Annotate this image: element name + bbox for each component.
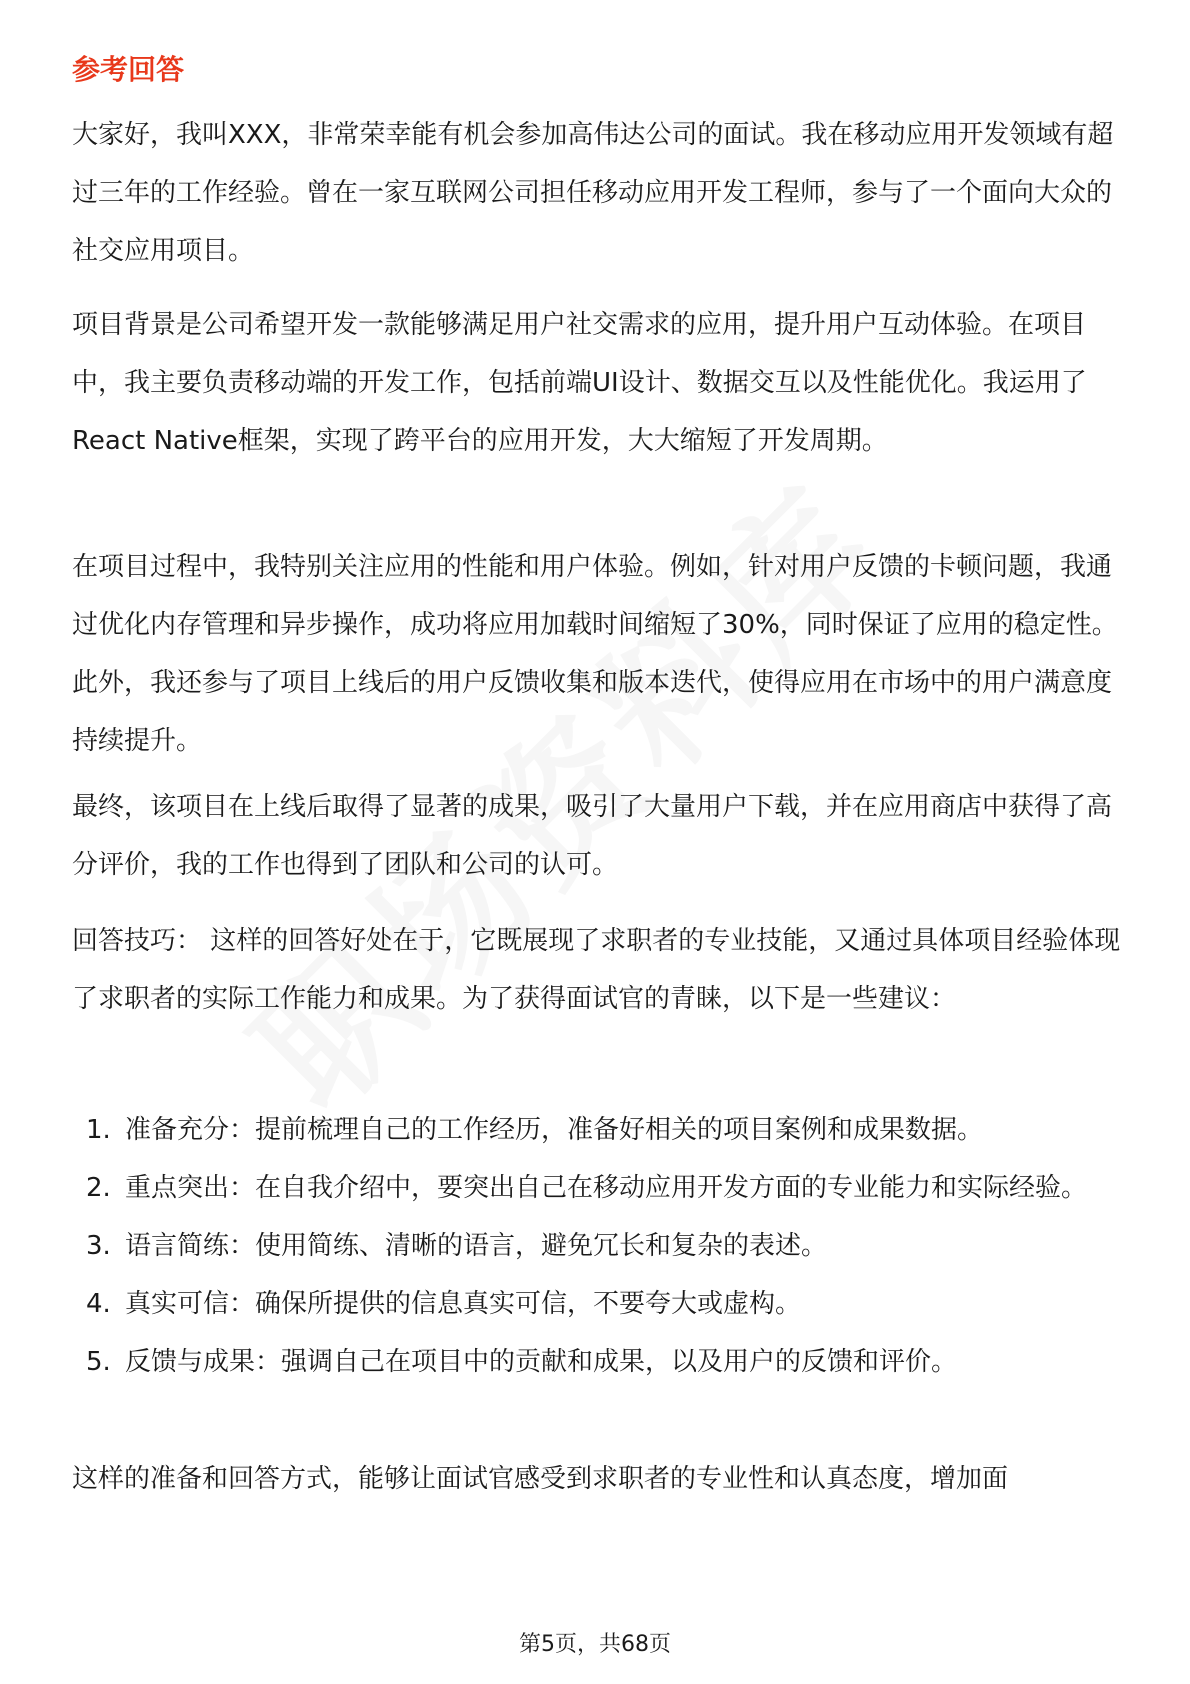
paragraph-closing: 这样的准备和回答方式，能够让面试官感受到求职者的专业性和认真态度，增加面: [72, 1464, 1009, 1494]
list-item: 5. 反馈与成果：强调自己在项目中的贡献和成果，以及用户的反馈和评价。: [86, 1347, 958, 1377]
paragraph-intro: 大家好，我叫XXX，非常荣幸能有机会参加高伟达公司的面试。我在移动应用开发领域有超过三年的工作经验。曾在一家互联网公司担任移动应用开发工程师，参与了一个面向大众的社交应用项目。: [72, 120, 1114, 266]
paragraph-result: 最终，该项目在上线后取得了显著的成果，吸引了大量用户下载，并在应用商店中获得了高分评价，我的工作也得到了团队和公司的认可。: [72, 792, 1113, 880]
page-footer: 第5页，共68页: [519, 1632, 671, 1657]
paragraph-process: 在项目过程中，我特别关注应用的性能和用户体验。例如，针对用户反馈的卡顿问题，我通过优化内存管理和异步操作，成功将应用加载时间缩短了30%，同时保证了应用的稳定性。此外，我还参与了项目上线后的用户反馈收集和版本迭代，使得应用在市场中的用户满意度持续提升。: [72, 552, 1118, 756]
list-item: 3. 语言简练：使用简练、清晰的语言，避免冗长和复杂的表述。: [86, 1231, 828, 1261]
list-item: 1. 准备充分：提前梳理自己的工作经历，准备好相关的项目案例和成果数据。: [86, 1115, 984, 1145]
list-item: 2. 重点突出：在自我介绍中，要突出自己在移动应用开发方面的专业能力和实际经验。: [86, 1173, 1088, 1203]
paragraph-background: 项目背景是公司希望开发一款能够满足用户社交需求的应用，提升用户互动体验。在项目中，我主要负责移动端的开发工作，包括前端UI设计、数据交互以及性能优化。我运用了React Native框架，实现了跨平台的应用开发，大大缩短了开发周期。: [72, 310, 1087, 456]
section-heading: 参考回答: [72, 53, 185, 86]
list-item: 4. 真实可信：确保所提供的信息真实可信，不要夸大或虚构。: [86, 1289, 802, 1319]
tips-list: [72, 1101, 1122, 1391]
paragraph-tips-intro: 回答技巧： 这样的回答好处在于，它既展现了求职者的专业技能，又通过具体项目经验体现了求职者的实际工作能力和成果。为了获得面试官的青睐，以下是一些建议：: [72, 926, 1121, 1014]
